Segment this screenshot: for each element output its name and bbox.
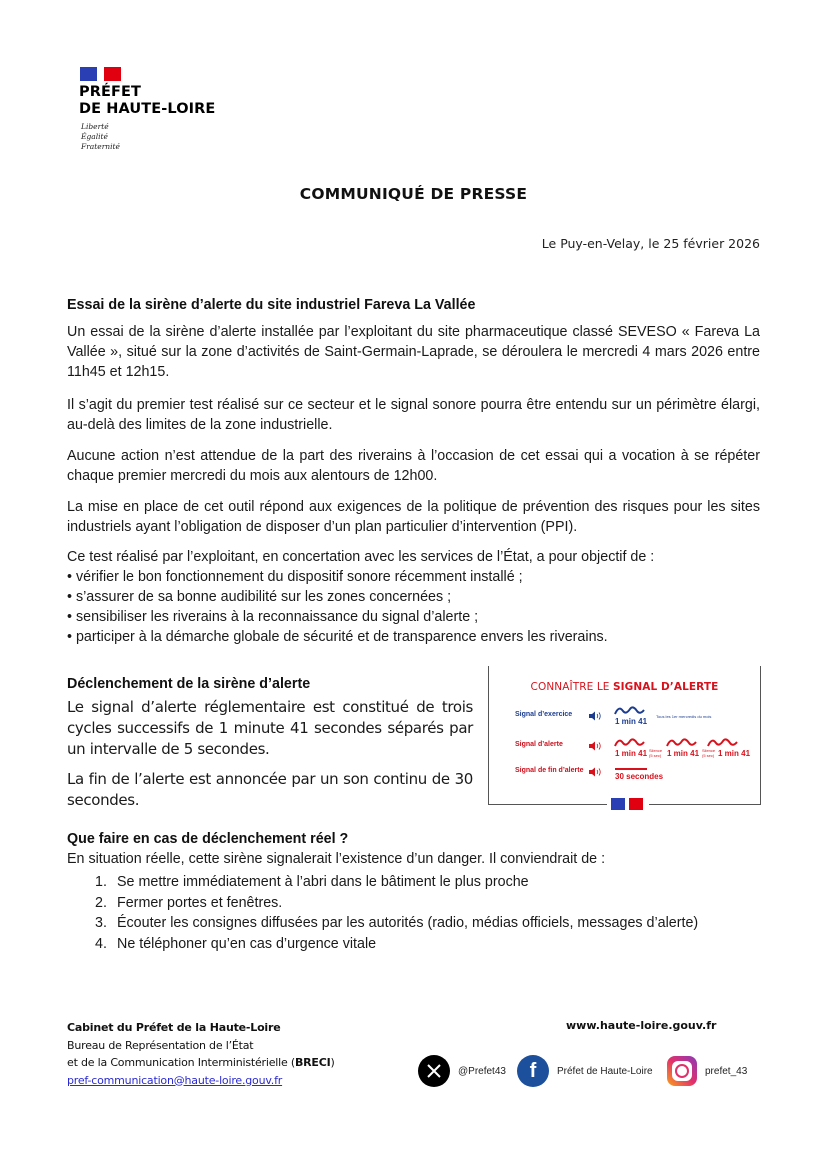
section-title-siren-test: Essai de la sirène d’alerte du site industriel Fareva La Vallée xyxy=(67,297,476,313)
republic-flag-logo xyxy=(80,67,121,81)
website-link[interactable]: www.haute-loire.gouv.fr xyxy=(566,1019,717,1032)
step-text: Écouter les consignes diffusées par les autorités (radio, médias officiels, messages d’alerte) xyxy=(117,915,699,931)
bureau-acronym: BRECI xyxy=(294,1056,331,1069)
silence-gap-1: Silence (5 sec) xyxy=(649,748,663,758)
institution-line-2: DE HAUTE-LOIRE xyxy=(79,101,216,117)
republic-motto xyxy=(81,122,120,152)
contact-block xyxy=(67,1019,335,1089)
continuous-tone-line xyxy=(615,768,647,770)
institution-line-1: PRÉFET xyxy=(79,84,141,100)
motto-liberte: Liberté xyxy=(81,122,109,131)
motto-egalite: Égalité xyxy=(81,132,108,141)
speaker-icon xyxy=(588,767,602,777)
wave-icon-alert-3 xyxy=(707,737,739,747)
bureau-line-1: Bureau de Représentation de l’État xyxy=(67,1038,254,1052)
instagram-handle: prefet_43 xyxy=(705,1065,748,1077)
speaker-icon xyxy=(588,741,602,751)
flag-red xyxy=(104,67,121,81)
x-icon xyxy=(418,1055,450,1087)
flag-white xyxy=(97,67,104,81)
bureau-line-2-text: et de la Communication Interministérielle ( xyxy=(67,1056,295,1069)
exercise-schedule-note: Tous les 1er mercredis du mois xyxy=(656,714,712,719)
step-text: Se mettre immédiatement à l’abri dans le bâtiment le plus proche xyxy=(117,874,529,890)
objective-item: • s’assurer de sa bonne audibilité sur les zones concernées ; xyxy=(67,587,760,607)
duration-exercise: 1 min 41 xyxy=(615,717,648,726)
diagram-title-regular: CONNAÎTRE LE xyxy=(530,681,613,693)
paragraph: Le signal d’alerte réglementaire est constitué de trois cycles successifs de 1 minute 41 secondes séparés par un intervalle de 5 secondes. xyxy=(67,698,473,758)
signal-label-exercise: Signal d’exercice xyxy=(515,711,573,718)
social-facebook[interactable] xyxy=(517,1055,653,1087)
x-handle: @Prefet43 xyxy=(458,1065,506,1077)
instagram-icon xyxy=(667,1056,697,1086)
diagram-title-bold: SIGNAL D’ALERTE xyxy=(612,681,719,693)
section-title-real-trigger: Que faire en cas de déclenchement réel ? xyxy=(67,831,349,847)
document-type-title: COMMUNIQUÉ DE PRESSE xyxy=(299,185,528,203)
social-instagram[interactable] xyxy=(667,1055,747,1087)
objectives-block xyxy=(67,547,760,647)
paragraph: La fin de l’alerte est annoncée par un son continu de 30 secondes. xyxy=(67,770,473,809)
wave-icon-alert-1 xyxy=(614,737,646,747)
facebook-handle: Préfet de Haute-Loire xyxy=(557,1065,653,1077)
step-text: Fermer portes et fenêtres. xyxy=(117,894,283,911)
contact-email-link[interactable]: pref-communication@haute-loire.gouv.fr xyxy=(67,1073,283,1087)
duration-alert-3: 1 min 41 xyxy=(718,749,751,758)
objectives-list xyxy=(67,567,760,647)
instructions-list xyxy=(95,872,698,954)
step-number: 3. xyxy=(95,915,107,931)
flag-red xyxy=(629,798,643,810)
speaker-icon xyxy=(588,711,602,721)
diagram-title xyxy=(489,681,760,693)
step-number: 1. xyxy=(95,874,107,890)
duration-alert-2: 1 min 41 xyxy=(667,749,700,758)
paragraph: Il s’agit du premier test réalisé sur ce secteur et le signal sonore pourra être entendu sur un périmètre élargi, au-delà des limites de la zone industrielle. xyxy=(67,397,760,433)
alert-signal-diagram xyxy=(488,666,761,805)
motto-fraternite: Fraternité xyxy=(81,142,120,151)
flag-blue xyxy=(80,67,97,81)
step-number: 2. xyxy=(95,894,107,911)
silence-gap-2: Silence (5 sec) xyxy=(702,748,716,758)
signal-label-alert: Signal d’alerte xyxy=(515,741,563,748)
institution-name xyxy=(79,84,215,118)
cabinet-name: Cabinet du Préfet de la Haute-Loire xyxy=(67,1021,281,1034)
duration-end-of-alert: 30 secondes xyxy=(615,772,664,781)
facebook-icon: f xyxy=(517,1055,549,1087)
instruction-item xyxy=(95,913,698,934)
paragraph: Aucune action n’est attendue de la part des riverains à l’occasion de cet essai qui a vocation à se répéter chaque premier mercredi du mois aux alentours de 12h00. xyxy=(67,448,760,484)
wave-icon-alert-2 xyxy=(666,737,698,747)
place-and-date: Le Puy-en-Velay, le 25 février 2026 xyxy=(541,236,760,251)
objective-item: • sensibiliser les riverains à la reconnaissance du signal d’alerte ; xyxy=(67,607,760,627)
republic-flag-logo xyxy=(607,798,649,810)
objective-item: • vérifier le bon fonctionnement du dispositif sonore récemment installé ; xyxy=(67,567,760,587)
paragraph: Un essai de la sirène d’alerte installée par l’exploitant du site pharmaceutique classé SEVESO « Fareva La Vallée », situé sur la zone d’activités de Saint-Germain-Laprade, se déroulera le mercredi 4 mars 2026 entre 11h45 et 12h15. xyxy=(67,324,760,380)
paragraph: La mise en place de cet outil répond aux exigences de la politique de prévention des risques pour les sites industriels ayant l’obligation de disposer d’un plan particulier d’intervention (PPI). xyxy=(67,499,760,535)
objectives-intro: Ce test réalisé par l’exploitant, en concertation avec les services de l’État, a pour objectif de : xyxy=(67,549,655,565)
instruction-item xyxy=(95,893,698,914)
signal-label-end-of-alert: Signal de fin d’alerte xyxy=(515,767,584,774)
section-title-siren-trigger: Déclenchement de la sirène d’alerte xyxy=(67,676,311,692)
section-intro: En situation réelle, cette sirène signalerait l’existence d’un danger. Il conviendrait de : xyxy=(67,851,606,867)
bureau-line-2 xyxy=(67,1054,335,1072)
flag-blue xyxy=(611,798,625,810)
bureau-line-2-suffix: ) xyxy=(330,1056,335,1069)
objective-item: • participer à la démarche globale de sécurité et de transparence envers les riverains. xyxy=(67,627,760,647)
step-number: 4. xyxy=(95,935,107,952)
instruction-item xyxy=(95,934,698,955)
step-text: Ne téléphoner qu’en cas d’urgence vitale xyxy=(117,935,377,952)
duration-alert-1: 1 min 41 xyxy=(615,749,648,758)
wave-icon-exercise xyxy=(614,705,646,715)
instruction-item xyxy=(95,872,698,893)
social-x[interactable] xyxy=(418,1055,506,1087)
